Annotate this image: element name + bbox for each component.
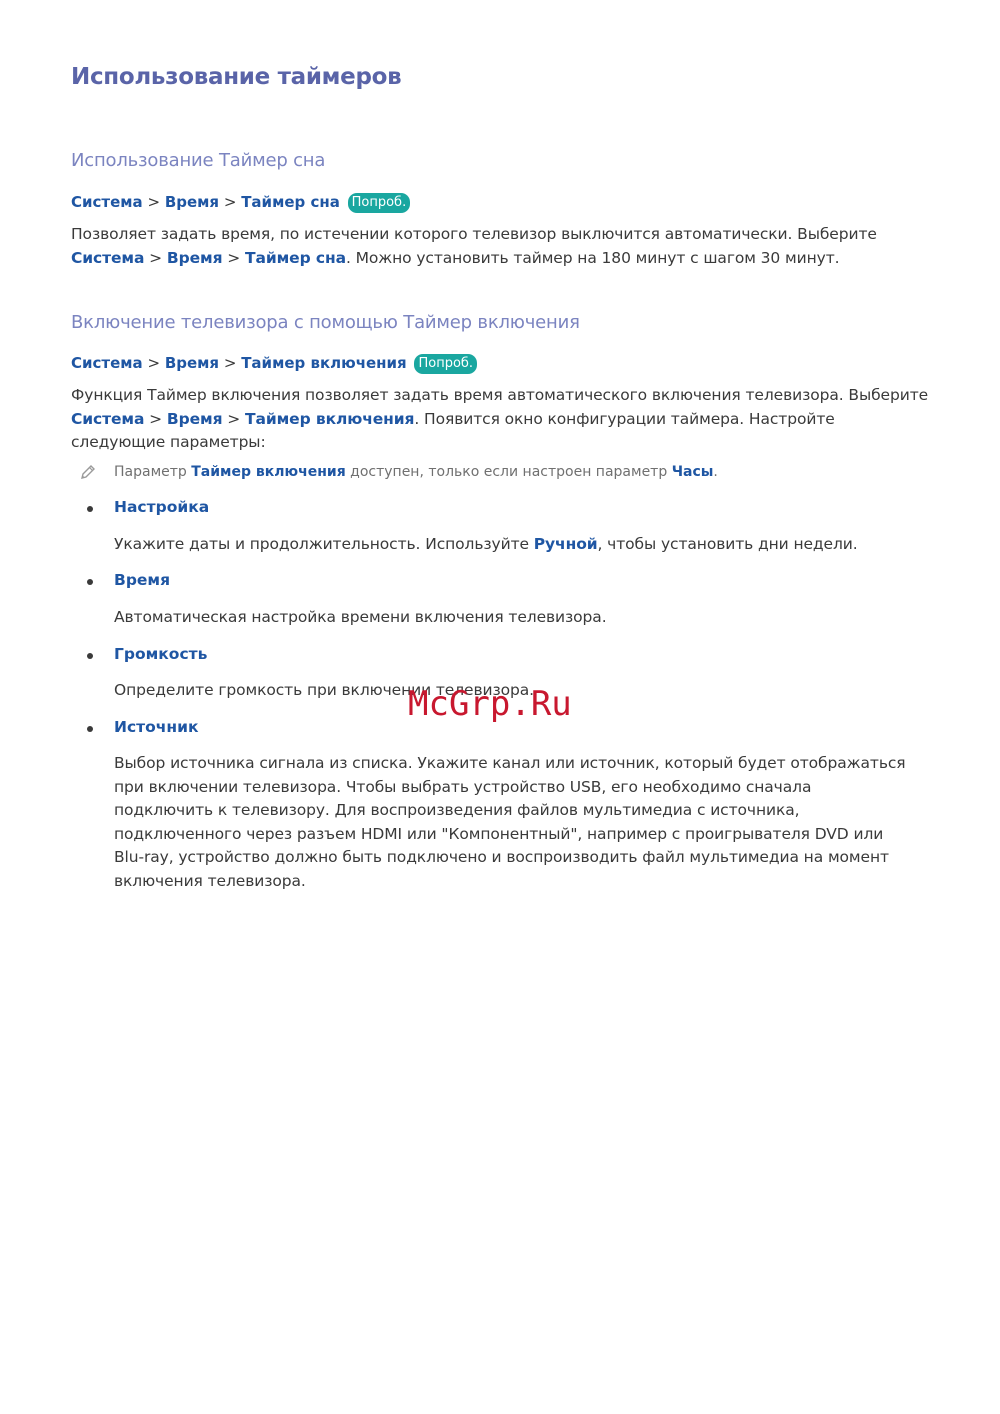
watermark: McGrp.Ru — [408, 684, 572, 724]
path-item[interactable]: Время — [164, 354, 220, 372]
item-desc-volume: Определите громкость при включении телевизора. — [114, 681, 534, 699]
keyword: Таймер сна — [245, 248, 346, 267]
item-title-source: Источник — [114, 718, 199, 736]
keyword: Таймер включения — [245, 409, 415, 428]
section-heading-sleep-timer: Использование Таймер сна — [71, 150, 326, 171]
item-title-volume: Громкость — [114, 645, 208, 663]
menu-path-on-timer — [71, 354, 477, 374]
path-item[interactable]: Таймер сна — [241, 193, 340, 211]
sleep-timer-description: Позволяет задать время, по истечении которого телевизор выключится автоматически. Выберите Система > Время > Таймер сна. Можно установить таймер на 180 минут с шагом 30 минут. — [71, 225, 877, 267]
note-text: Параметр Таймер включения доступен, только если настроен параметр Часы. — [114, 464, 718, 480]
keyword: Система — [71, 409, 145, 428]
path-separator: > — [147, 354, 161, 372]
bullet — [87, 653, 93, 659]
path-item[interactable]: Система — [71, 354, 143, 372]
bullet — [87, 579, 93, 585]
item-title-setup: Настройка — [114, 498, 210, 516]
keyword: Ручной — [533, 535, 598, 553]
path-separator: > — [147, 193, 161, 211]
keyword: Время — [166, 409, 223, 428]
bullet — [87, 726, 93, 732]
section-heading-on-timer: Включение телевизора с помощью Таймер включения — [71, 312, 580, 333]
keyword: Система — [71, 248, 145, 267]
note — [71, 462, 931, 484]
keyword: Часы — [671, 464, 714, 480]
menu-path-sleep-timer — [71, 193, 410, 213]
path-separator: > — [223, 354, 237, 372]
try-now-badge[interactable]: Попроб. — [348, 193, 411, 213]
page-title: Использование таймеров — [71, 64, 402, 90]
on-timer-description: Функция Таймер включения позволяет задать время автоматического включения телевизора. Выберите Система > Время > Таймер включения. Появится окно конфигурации таймера. Настройте следующие параметры: — [71, 386, 929, 451]
path-separator: > — [223, 193, 237, 211]
item-desc-source: Выбор источника сигнала из списка. Укажите канал или источник, который будет отображаться при включении телевизора. Чтобы выбрать устройство USB, его необходимо сначала подключить к телевизору. Для воспроизведения файлов мультимедиа с источника, подключенного через разъем HDMI или "Компонентный", например с проигрывателя DVD или Blu-ray, устройство должно быть подключено и воспроизводить файл мультимедиа на момент включения телевизора. — [114, 754, 906, 890]
try-now-badge[interactable]: Попроб. — [414, 354, 477, 374]
bullet — [87, 506, 93, 512]
item-desc-setup: Укажите даты и продолжительность. Используйте Ручной, чтобы установить дни недели. — [114, 535, 858, 553]
item-title-time: Время — [114, 571, 171, 589]
keyword: Таймер включения — [191, 464, 346, 480]
path-item[interactable]: Система — [71, 193, 143, 211]
path-item[interactable]: Время — [164, 193, 220, 211]
keyword: Время — [166, 248, 223, 267]
pencil-icon — [79, 463, 97, 481]
path-item[interactable]: Таймер включения — [241, 354, 407, 372]
item-desc-time: Автоматическая настройка времени включения телевизора. — [114, 608, 607, 626]
